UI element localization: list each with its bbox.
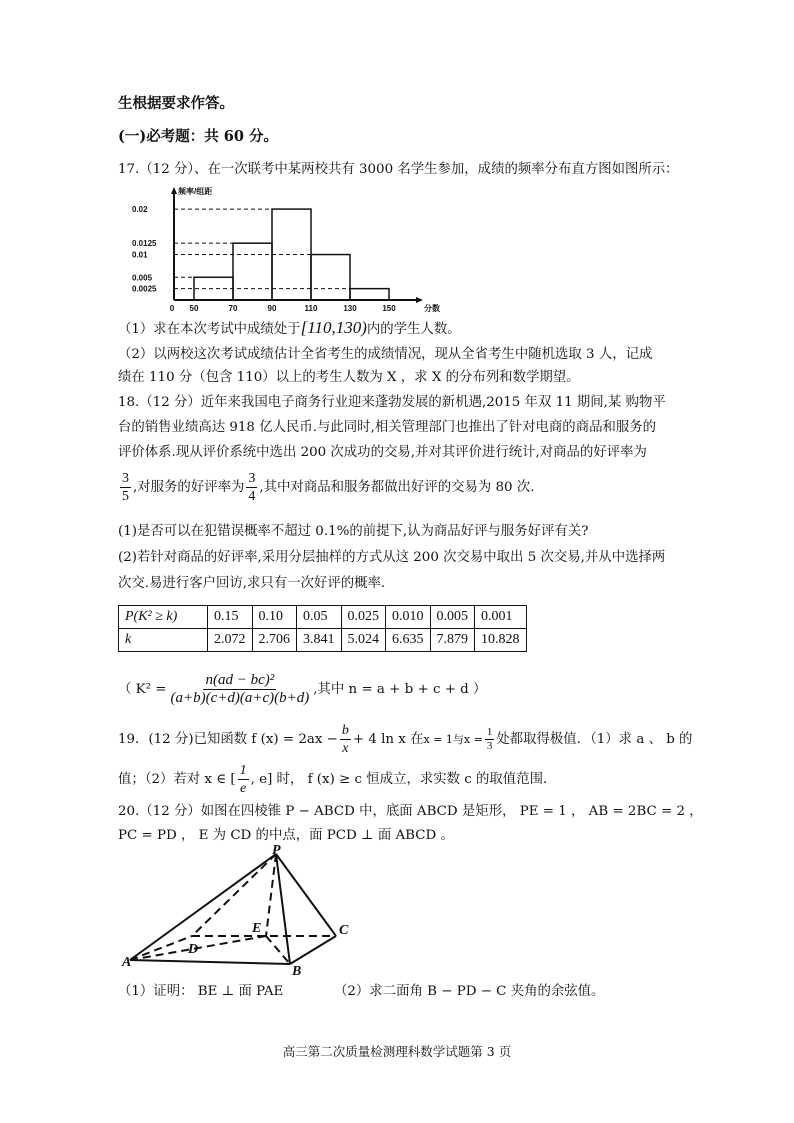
x-tick-label: 50	[189, 304, 199, 313]
x-axis-arrow	[416, 297, 423, 303]
frac-num: b	[341, 723, 349, 738]
intro-line: 生根据要求作答。	[118, 95, 234, 112]
q19-line1	[118, 722, 692, 758]
edge-AB	[130, 960, 290, 964]
table-cell: 10.828	[475, 629, 527, 652]
q17-part2-line1: （2）以两校这次考试成绩估计全省考生的成绩情况，现从全省考生中随机选取 3 人，记成	[118, 347, 653, 362]
q20-part2: （2）求二面角 B − PD − C 夹角的余弦值。	[334, 984, 605, 999]
q19-text-b: + 4 ln x 在	[352, 732, 424, 747]
q18-line2: 台的销售业绩高达 918 亿人民币.与此同时,相关管理部门也推出了针对电商的商品和服务的	[118, 420, 657, 435]
q17-interval: [110,130)	[300, 318, 367, 337]
page-footer: 高三第二次质量检测理科数学试题第 3 页	[282, 1044, 512, 1059]
table-row	[119, 606, 527, 629]
y-axis-arrow	[171, 187, 177, 194]
q19-text-a: 19．(12 分)已知函数 f (x) = 2ax −	[118, 732, 338, 747]
q17-part2-line2: 绩在 110 分（包含 110）以上的考生人数为 X ，求 X 的分布列和数学期望。	[118, 370, 580, 385]
k2-formula	[118, 670, 486, 710]
table-cell: 0.005	[430, 606, 475, 629]
q19-text-f: , e] 时， f (x) ≥ c 恒成立，求实数 c 的取值范围．	[250, 772, 557, 787]
x-tick-label: 70	[228, 304, 238, 313]
label-B: B	[292, 964, 302, 977]
x-tick-label: 90	[267, 304, 277, 313]
q19-text-e: 值；（2）若对 x ∈ [	[118, 772, 236, 787]
table-cell: 0.05	[297, 606, 342, 629]
table-cell: 3.841	[297, 629, 342, 652]
edge-AD	[130, 936, 192, 960]
frac-num: 1	[486, 726, 493, 738]
edge-PE	[266, 854, 276, 936]
table-cell: 7.879	[430, 629, 475, 652]
table-cell: 0.025	[341, 606, 386, 629]
q18-frac-service	[246, 470, 257, 505]
table-cell: 0.15	[208, 606, 253, 629]
q17-part1-a: （1）求在本次考试中成绩处于	[118, 322, 301, 337]
label-D: D	[188, 942, 199, 957]
q18-line4	[118, 470, 535, 506]
table-cell: 0.001	[475, 606, 527, 629]
label-C: C	[339, 923, 349, 938]
q17-part1-b: 内的学生人数。	[366, 322, 461, 337]
y-tick-label: 0.01	[132, 250, 148, 260]
table-head-p: P(K² ≥ k)	[119, 606, 208, 629]
y-tick-label: 0.0025	[132, 284, 157, 294]
table-cell: 0.10	[252, 606, 297, 629]
frac-den: (a+b)(c+d)(a+c)(b+d)	[170, 690, 310, 706]
table-cell: 2.072	[208, 629, 253, 652]
edge-BC	[290, 936, 336, 964]
q19-line2	[118, 762, 556, 798]
edge-PA	[130, 854, 276, 960]
critical-value-table	[118, 605, 527, 652]
frac-den: 5	[122, 489, 129, 504]
histogram-bar	[311, 255, 350, 300]
table-cell: 6.635	[386, 629, 431, 652]
table-cell: 2.706	[252, 629, 297, 652]
table-cell: 0.010	[386, 606, 431, 629]
q18-line1: 18.（12 分）近年来我国电子商务行业迎来蓬勃发展的新机遇,2015 年双 11 期间,某 购物平	[118, 395, 666, 410]
q17-part1	[118, 318, 461, 340]
histogram-bar	[233, 243, 272, 300]
histogram-bar	[194, 277, 233, 300]
q18-mid-text: ,对服务的好评率为	[133, 480, 245, 495]
frac-den: x	[342, 741, 349, 756]
q19-frac-1e	[238, 762, 249, 797]
frac-den: 3	[486, 740, 493, 752]
q19-text-c: x = 1与x =	[423, 733, 483, 746]
label-P: P	[272, 843, 281, 858]
histogram-bar	[272, 209, 311, 300]
q18-part2-line2: 次交.易进行客户回访,求只有一次好评的概率.	[118, 576, 386, 591]
x-axis-label: 分数	[424, 304, 440, 313]
section-heading: (一)必考题：共 60 分。	[118, 128, 278, 145]
q17-stem: 17.（12 分）、在一次联考中某两校共有 3000 名学生参加，成绩的频率分布直方图如图所示：	[118, 162, 679, 177]
x-tick-label: 130	[343, 304, 357, 313]
x-tick-label: 0	[169, 304, 175, 313]
q19-frac-third	[485, 726, 495, 753]
y-tick-label: 0.0125	[132, 239, 157, 249]
histogram-bar	[350, 289, 389, 300]
q20-line2: PC = PD ， E 为 CD 的中点，面 PCD ⊥ 面 ABCD 。	[118, 828, 454, 843]
edge-PD	[192, 854, 276, 936]
q18-part2-line1: (2)若针对商品的好评率,采用分层抽样的方式从这 200 次交易中取出 5 次交易,并从中选择两	[118, 550, 666, 565]
x-tick-label: 110	[304, 304, 318, 313]
table-row	[119, 629, 527, 652]
frac-num: n(ad − bc)²	[205, 672, 275, 688]
q18-part1: (1)是否可以在犯错误概率不超过 0.1%的前提下,认为商品好评与服务好评有关?	[118, 524, 589, 539]
formula-open: （ K² =	[118, 682, 167, 697]
q20-line1: 20.（12 分）如图在四棱锥 P − ABCD 中，底面 ABCD 是矩形， PE = 1 ， AB = 2BC = 2 ，	[118, 804, 703, 819]
table-cell: 5.024	[341, 629, 386, 652]
pyramid-figure	[118, 842, 368, 977]
q18-line4-end: ,其中对商品和服务都做出好评的交易为 80 次.	[259, 480, 535, 495]
table-head-k: k	[119, 629, 208, 652]
formula-tail: ,其中 n = a + b + c + d ）	[313, 682, 487, 697]
x-tick-label: 150	[382, 304, 396, 313]
label-E: E	[252, 921, 262, 936]
q19-frac-bx	[340, 722, 351, 757]
label-A: A	[122, 955, 132, 970]
frac-den: 4	[248, 489, 256, 504]
q18-frac-goods	[120, 470, 131, 505]
q18-line3: 评价体系.现从评价系统中选出 200 次成功的交易,并对其评价进行统计,对商品的好评率为	[118, 445, 647, 460]
y-axis-label: 频率/组距	[178, 187, 213, 196]
frac-num: 1	[239, 763, 247, 778]
q19-text-d: 处都取得极值．（1）求 a 、 b 的	[496, 732, 693, 747]
frac-den: e	[240, 781, 247, 796]
q17-histogram	[118, 186, 448, 314]
y-tick-label: 0.02	[132, 205, 148, 215]
y-tick-label: 0.005	[132, 273, 153, 283]
formula-fraction	[169, 672, 312, 707]
q20-part1: （1）证明： BE ⊥ 面 PAE	[118, 984, 284, 999]
frac-num: 3	[248, 471, 256, 486]
frac-num: 3	[122, 471, 129, 486]
